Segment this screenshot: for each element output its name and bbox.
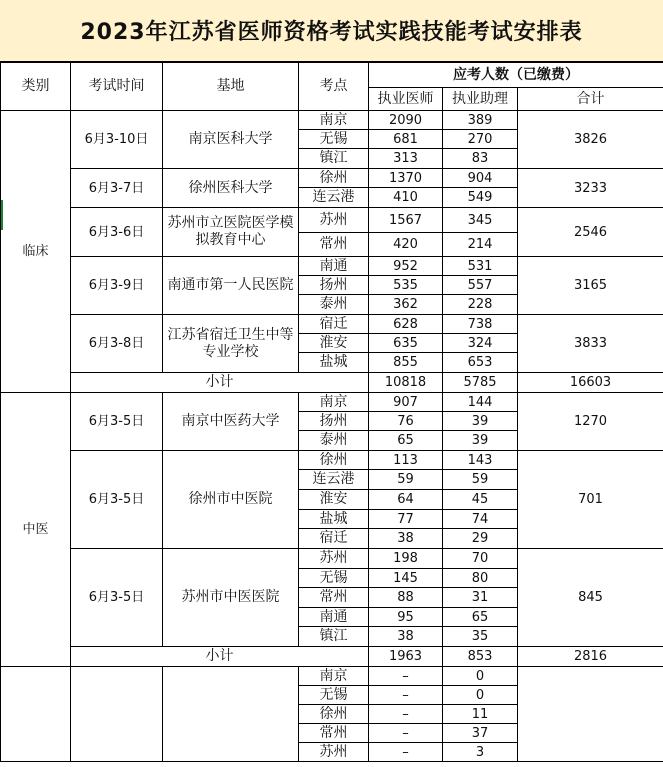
assistant-count-cell: 0	[443, 686, 518, 705]
subtotal-total: 16603	[518, 373, 663, 393]
physician-count-cell: –	[369, 686, 443, 705]
physician-count-cell: 38	[369, 627, 443, 647]
assistant-count-cell: 83	[443, 149, 518, 169]
base-cell: 南京中医药大学	[163, 393, 299, 451]
assistant-count-cell: 904	[443, 169, 518, 188]
site-cell: 宿迁	[299, 315, 369, 334]
header-site: 考点	[299, 63, 369, 111]
site-cell: 连云港	[299, 188, 369, 208]
assistant-count-cell: 45	[443, 490, 518, 510]
subtotal-row	[1, 647, 663, 667]
assistant-count-cell: 31	[443, 588, 518, 608]
physician-count-cell: –	[369, 724, 443, 743]
site-cell: 徐州	[299, 169, 369, 188]
assistant-count-cell: 228	[443, 295, 518, 315]
group-total-cell: 1270	[518, 393, 663, 451]
site-cell: 泰州	[299, 431, 369, 451]
physician-count-cell: 88	[369, 588, 443, 608]
exam-time-cell: 6月3-5日	[71, 451, 163, 549]
exam-time-cell: 6月3-8日	[71, 315, 163, 373]
physician-count-cell: 635	[369, 334, 443, 353]
site-cell: 南京	[299, 667, 369, 686]
table-row	[1, 315, 663, 334]
assistant-count-cell: 270	[443, 130, 518, 149]
subtotal-label: 小计	[71, 373, 369, 393]
physician-count-cell: –	[369, 667, 443, 686]
assistant-count-cell: 59	[443, 470, 518, 490]
base-cell: 江苏省宿迁卫生中等专业学校	[163, 315, 299, 373]
exam-time-cell	[71, 667, 163, 762]
assistant-count-cell: 65	[443, 608, 518, 627]
site-cell: 徐州	[299, 451, 369, 470]
base-cell: 苏州市中医医院	[163, 549, 299, 647]
site-cell: 无锡	[299, 686, 369, 705]
site-cell: 连云港	[299, 470, 369, 490]
base-cell: 南京医科大学	[163, 111, 299, 169]
site-cell: 苏州	[299, 208, 369, 233]
category-cell: 临床	[1, 111, 71, 393]
subtotal-physician: 1963	[369, 647, 443, 667]
site-cell: 淮安	[299, 334, 369, 353]
site-cell: 宿迁	[299, 529, 369, 549]
assistant-count-cell: 39	[443, 412, 518, 431]
page-title: 2023年江苏省医师资格考试实践技能考试安排表	[0, 0, 663, 62]
header-category: 类别	[1, 63, 71, 111]
subtotal-physician: 10818	[369, 373, 443, 393]
exam-time-cell: 6月3-5日	[71, 549, 163, 647]
base-cell	[163, 667, 299, 762]
physician-count-cell: 95	[369, 608, 443, 627]
site-cell: 镇江	[299, 627, 369, 647]
exam-time-cell: 6月3-10日	[71, 111, 163, 169]
physician-count-cell: 198	[369, 549, 443, 569]
physician-count-cell: 313	[369, 149, 443, 169]
assistant-count-cell: 74	[443, 510, 518, 529]
subtotal-total: 2816	[518, 647, 663, 667]
table-row	[1, 208, 663, 233]
group-total-cell: 3233	[518, 169, 663, 208]
assistant-count-cell: 37	[443, 724, 518, 743]
site-cell: 淮安	[299, 490, 369, 510]
subtotal-assistant: 5785	[443, 373, 518, 393]
physician-count-cell: –	[369, 705, 443, 724]
physician-count-cell: 65	[369, 431, 443, 451]
physician-count-cell: 2090	[369, 111, 443, 130]
physician-count-cell: 420	[369, 233, 443, 257]
assistant-count-cell: 3	[443, 743, 518, 762]
physician-count-cell: 855	[369, 353, 443, 373]
table-row	[1, 667, 663, 686]
site-cell: 无锡	[299, 569, 369, 588]
physician-count-cell: 362	[369, 295, 443, 315]
group-total-cell: 845	[518, 549, 663, 647]
assistant-count-cell: 324	[443, 334, 518, 353]
group-total-cell: 3165	[518, 257, 663, 315]
group-total-cell: 3833	[518, 315, 663, 373]
site-cell: 常州	[299, 588, 369, 608]
group-total-cell: 701	[518, 451, 663, 549]
group-total-cell: 3826	[518, 111, 663, 169]
assistant-count-cell: 214	[443, 233, 518, 257]
exam-time-cell: 6月3-5日	[71, 393, 163, 451]
physician-count-cell: 907	[369, 393, 443, 412]
exam-time-cell: 6月3-7日	[71, 169, 163, 208]
assistant-count-cell: 143	[443, 451, 518, 470]
header-applicants-group: 应考人数（已缴费）	[369, 63, 663, 88]
site-cell: 常州	[299, 724, 369, 743]
header-physician: 执业医师	[369, 88, 443, 111]
site-cell: 盐城	[299, 510, 369, 529]
assistant-count-cell: 549	[443, 188, 518, 208]
site-cell: 扬州	[299, 276, 369, 295]
physician-count-cell: 1370	[369, 169, 443, 188]
site-cell: 苏州	[299, 549, 369, 569]
site-cell: 南京	[299, 393, 369, 412]
table-row	[1, 393, 663, 412]
category-cell: 中医	[1, 393, 71, 667]
exam-time-cell: 6月3-9日	[71, 257, 163, 315]
assistant-count-cell: 35	[443, 627, 518, 647]
subtotal-label: 小计	[71, 647, 369, 667]
base-cell: 苏州市立医院医学模拟教育中心	[163, 208, 299, 257]
base-cell: 南通市第一人民医院	[163, 257, 299, 315]
table-row	[1, 169, 663, 188]
table-row	[1, 111, 663, 130]
site-cell: 泰州	[299, 295, 369, 315]
site-cell: 常州	[299, 233, 369, 257]
physician-count-cell: 59	[369, 470, 443, 490]
site-cell: 盐城	[299, 353, 369, 373]
physician-count-cell: 535	[369, 276, 443, 295]
assistant-count-cell: 11	[443, 705, 518, 724]
assistant-count-cell: 144	[443, 393, 518, 412]
subtotal-assistant: 853	[443, 647, 518, 667]
physician-count-cell: 681	[369, 130, 443, 149]
site-cell: 南通	[299, 608, 369, 627]
physician-count-cell: 76	[369, 412, 443, 431]
group-total-cell	[518, 667, 663, 762]
header-total: 合计	[518, 88, 663, 111]
table-row	[1, 549, 663, 569]
site-cell: 苏州	[299, 743, 369, 762]
physician-count-cell: 64	[369, 490, 443, 510]
assistant-count-cell: 738	[443, 315, 518, 334]
assistant-count-cell: 29	[443, 529, 518, 549]
assistant-count-cell: 389	[443, 111, 518, 130]
physician-count-cell: 628	[369, 315, 443, 334]
category-cell	[1, 667, 71, 762]
physician-count-cell: 952	[369, 257, 443, 276]
assistant-count-cell: 70	[443, 549, 518, 569]
physician-count-cell: 1567	[369, 208, 443, 233]
base-cell: 徐州医科大学	[163, 169, 299, 208]
group-total-cell: 2546	[518, 208, 663, 257]
assistant-count-cell: 557	[443, 276, 518, 295]
site-cell: 徐州	[299, 705, 369, 724]
site-cell: 扬州	[299, 412, 369, 431]
base-cell: 徐州市中医院	[163, 451, 299, 549]
physician-count-cell: 38	[369, 529, 443, 549]
assistant-count-cell: 0	[443, 667, 518, 686]
header-base: 基地	[163, 63, 299, 111]
physician-count-cell: 145	[369, 569, 443, 588]
assistant-count-cell: 653	[443, 353, 518, 373]
site-cell: 无锡	[299, 130, 369, 149]
exam-time-cell: 6月3-6日	[71, 208, 163, 257]
site-cell: 南京	[299, 111, 369, 130]
table-row	[1, 451, 663, 470]
site-cell: 镇江	[299, 149, 369, 169]
physician-count-cell: 410	[369, 188, 443, 208]
physician-count-cell: –	[369, 743, 443, 762]
assistant-count-cell: 531	[443, 257, 518, 276]
physician-count-cell: 77	[369, 510, 443, 529]
table-row	[1, 257, 663, 276]
physician-count-cell: 113	[369, 451, 443, 470]
exam-schedule-table	[0, 62, 663, 762]
assistant-count-cell: 345	[443, 208, 518, 233]
header-exam-time: 考试时间	[71, 63, 163, 111]
subtotal-row	[1, 373, 663, 393]
site-cell: 南通	[299, 257, 369, 276]
header-assistant: 执业助理	[443, 88, 518, 111]
assistant-count-cell: 80	[443, 569, 518, 588]
assistant-count-cell: 39	[443, 431, 518, 451]
